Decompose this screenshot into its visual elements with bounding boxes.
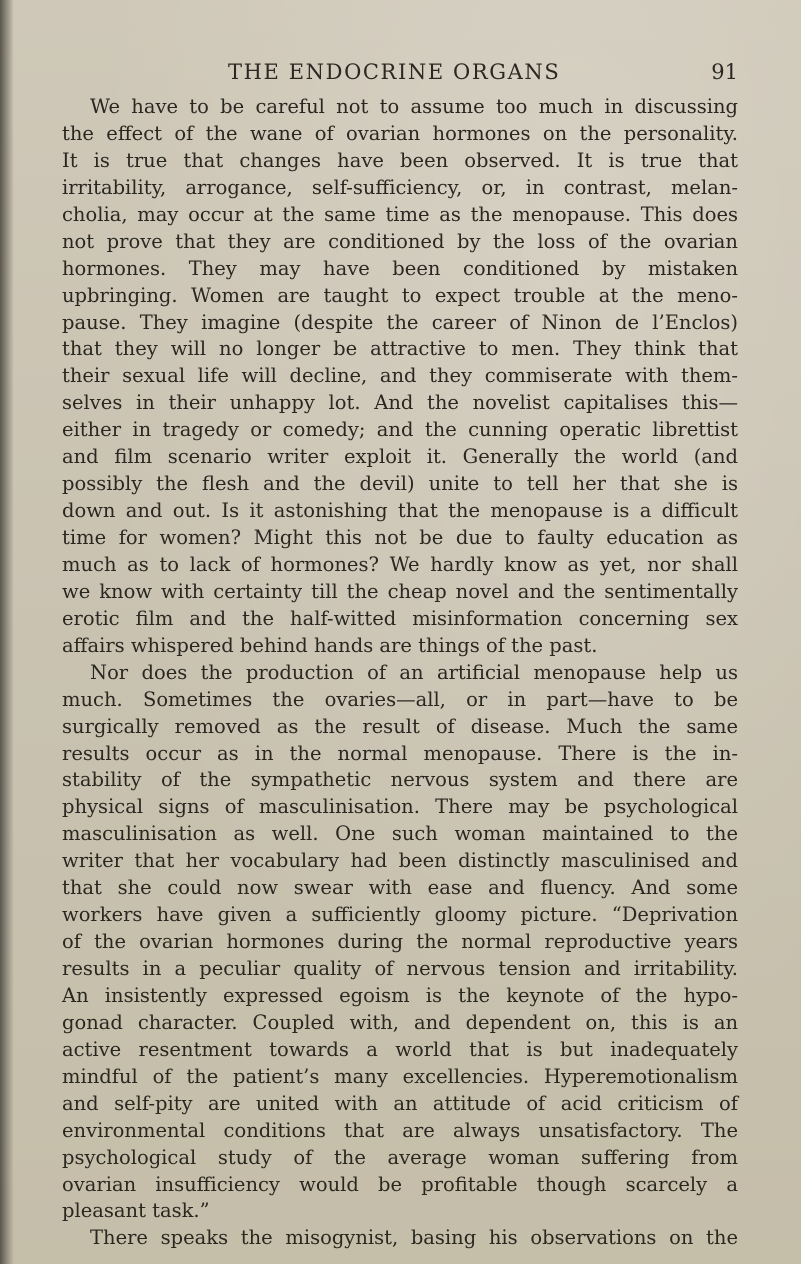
text-line: irritability, arrogance, self-sufficiency, or, in contrast, melan- [62,175,738,199]
text-line: We have to be careful not to assume too much in discussing [90,95,738,118]
text-line: psychological study of the average woman suffering from [62,1145,738,1169]
text-line: that she could now swear with ease and fluency. And some [62,876,738,900]
text-line: pause. They imagine (despite the career of Ninon de l’Enclos) [62,310,738,334]
text-line: selves in their unhappy lot. And the novelist capitalises this— [62,391,738,415]
text-line: upbringing. Women are taught to expect trouble at the meno- [62,283,738,307]
body-text [62,94,738,1252]
text-line: hormones. They may have been conditioned by mistaken [62,256,738,280]
text-line: results occur as in the normal menopause. There is the in- [62,741,738,765]
text-line: writer that her vocabulary had been distinctly masculinised and [62,849,738,873]
text-line: much as to lack of hormones? We hardly know as yet, nor shall [62,552,738,576]
text-line: not prove that they are conditioned by the loss of the ovarian [62,229,738,253]
text-line: results in a peculiar quality of nervous tension and irritability. [62,957,738,980]
running-title: THE ENDOCRINE ORGANS [228,60,561,84]
text-line: of the ovarian hormones during the normal reproductive years [62,930,738,954]
text-line: gonad character. Coupled with, and dependent on, this is an [62,1010,738,1034]
text-line: we know with certainty till the cheap novel and the sentimentally [62,579,738,603]
text-line: workers have given a sufficiently gloomy picture. “Deprivation [62,903,738,927]
text-line: cholia, may occur at the same time as the menopause. This does [62,202,738,226]
text-line: and film scenario writer exploit it. Generally the world (and [62,445,738,469]
text-line: physical signs of masculinisation. There may be psychological [62,795,738,819]
text-line: masculinisation as well. One such woman maintained to the [62,822,738,846]
text-line: their sexual life will decline, and they commiserate with them- [62,364,738,388]
text-line: environmental conditions that are always unsatisfactory. The [62,1118,738,1142]
text-line: An insistently expressed egoism is the keynote of the hypo- [62,983,738,1007]
page-header [62,60,738,92]
text-line: affairs whispered behind hands are things of the past. [62,633,598,657]
text-line: Nor does the production of an artificial menopause help us [90,660,738,684]
text-line: time for women? Might this not be due to faulty education as [62,526,738,549]
text-line: stability of the sympathetic nervous system and there are [62,768,738,792]
gutter-shadow [0,0,14,1264]
text-line: It is true that changes have been observed. It is true that [62,148,738,172]
text-line: mindful of the patient’s many excellencies. Hyperemotionalism [62,1064,738,1088]
text-line: much. Sometimes the ovaries—all, or in part—have to be [62,687,738,711]
page-number: 91 [711,60,738,84]
text-line: erotic film and the half-witted misinformation concerning sex [62,606,738,630]
text-line: the effect of the wane of ovarian hormones on the personality. [62,121,738,145]
text-line: active resentment towards a world that is but inadequately [62,1037,738,1061]
text-line: possibly the flesh and the devil) unite to tell her that she is [62,472,738,496]
text-line: and self-pity are united with an attitude of acid criticism of [62,1091,738,1115]
text-line: that they will no longer be attractive to men. They think that [62,337,738,361]
text-line: There speaks the misogynist, basing his observations on the [90,1226,738,1250]
text-line: surgically removed as the result of disease. Much the same [62,714,738,738]
text-line: pleasant task.” [62,1199,210,1223]
text-line: ovarian insufficiency would be profitable though scarcely a [62,1172,738,1196]
text-line: down and out. Is it astonishing that the menopause is a difficult [62,499,738,523]
text-line: either in tragedy or comedy; and the cunning operatic librettist [62,418,738,442]
